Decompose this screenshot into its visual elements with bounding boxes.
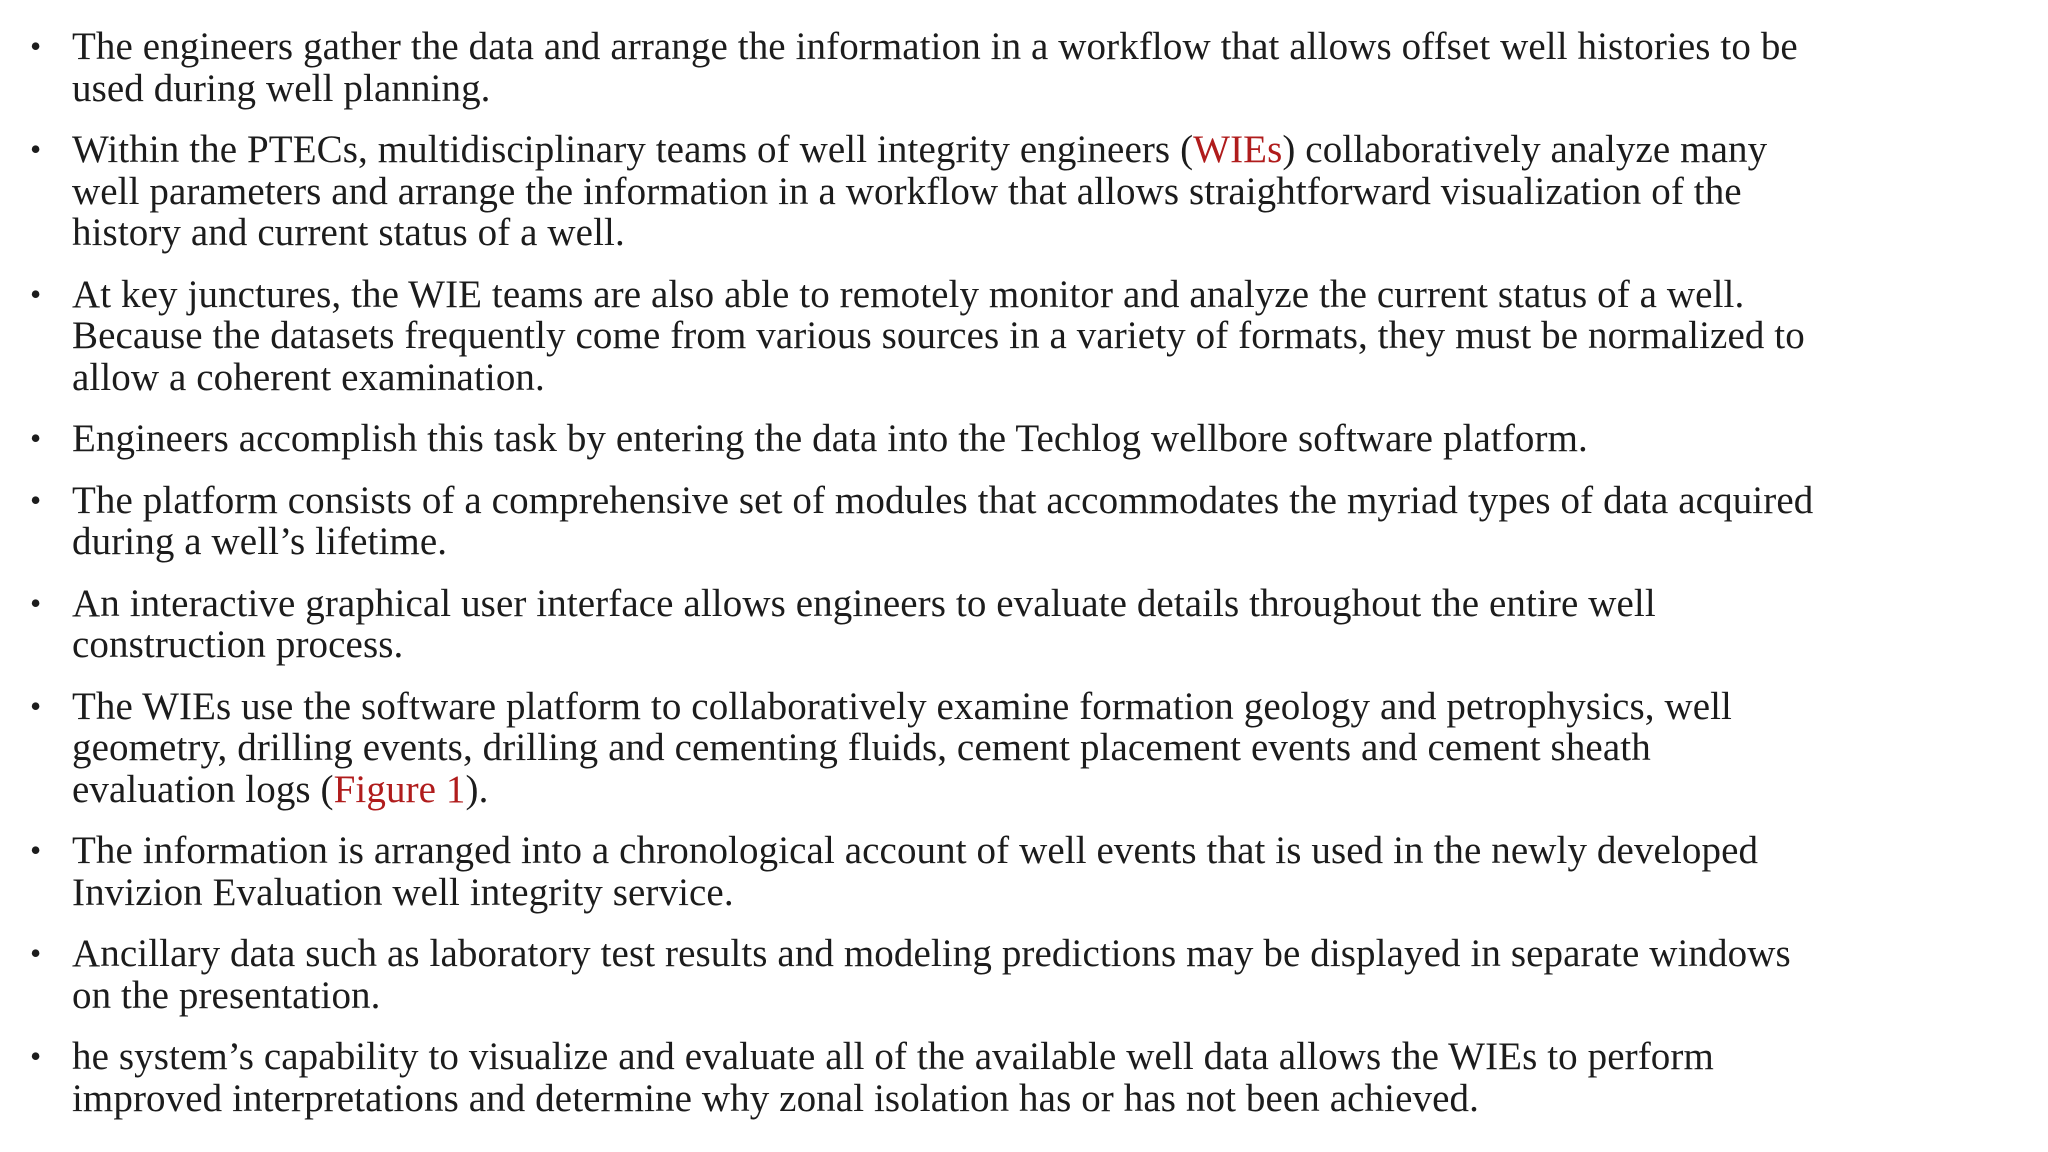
- bullet-dot: •: [30, 935, 42, 971]
- bullet-line: improved interpretations and determine why zonal isolation has or has not been achieved.: [72, 1076, 1479, 1120]
- bullet-item: [30, 418, 2040, 460]
- bullet-line: geometry, drilling events, drilling and cementing fluids, cement placement events and cement sheath: [72, 726, 1651, 769]
- bullet-line: he system’s capability to visualize and evaluate all of the available well data allows the WIEs to perform: [72, 1035, 1714, 1078]
- bullet-item: [30, 26, 2040, 109]
- text-segment: Within the PTECs, multidisciplinary teams of well integrity engineers (: [72, 128, 1194, 171]
- bullet-line: Ancillary data such as laboratory test results and modeling predictions may be displayed in separate windows: [72, 932, 1791, 975]
- bullet-dot: •: [30, 481, 42, 518]
- bullet-line: At key junctures, the WIE teams are also able to remotely monitor and analyze the current status of a well.: [72, 272, 1745, 316]
- figure-1-link[interactable]: Figure 1: [333, 767, 466, 811]
- bullet-item: [30, 129, 2040, 254]
- bullet-item: [30, 830, 2040, 913]
- bullet-line: allow a coherent examination.: [72, 355, 545, 399]
- bullet-dot: •: [30, 275, 42, 312]
- bullet-line: Engineers accomplish this task by entering the data into the Techlog wellbore software platform.: [72, 417, 1588, 460]
- bullet-line: on the presentation.: [72, 973, 381, 1017]
- bullet-dot: •: [30, 131, 42, 167]
- bullet-line: The engineers gather the data and arrange the information in a workflow that allows offset well histories to be: [72, 25, 1798, 68]
- bullet-line: The platform consists of a comprehensive set of modules that accommodates the myriad types of data acquired: [72, 478, 1814, 522]
- bullet-line: [72, 769, 2040, 811]
- bullet-item: [30, 583, 2040, 666]
- bullet-line: The WIEs use the software platform to collaboratively examine formation geology and petrophysics, well: [72, 684, 1732, 728]
- bullet-item: [30, 933, 2040, 1016]
- bullet-line: [72, 129, 2040, 171]
- bullet-item: [30, 686, 2040, 811]
- bullet-item: [30, 1036, 2040, 1119]
- bullet-dot: •: [30, 1038, 42, 1074]
- text-segment: evaluation logs (: [72, 767, 334, 811]
- bullet-dot: •: [30, 420, 42, 456]
- bullet-line: An interactive graphical user interface allows engineers to evaluate details throughout the entire well: [72, 581, 1656, 625]
- bullet-line: used during well planning.: [72, 66, 491, 110]
- text-segment: ).: [465, 767, 489, 811]
- bullet-dot: •: [30, 28, 42, 64]
- bullet-list: [30, 26, 2040, 1139]
- bullet-dot: •: [30, 584, 42, 621]
- bullet-dot: •: [30, 832, 42, 868]
- bullet-line: during a well’s lifetime.: [72, 520, 448, 563]
- bullet-item: [30, 274, 2040, 399]
- bullet-line: Invizion Evaluation well integrity service.: [72, 870, 734, 914]
- bullet-dot: •: [30, 687, 42, 724]
- bullet-line: construction process.: [72, 623, 404, 666]
- bullet-line: The information is arranged into a chronological account of well events that is used in the newly developed: [72, 829, 1759, 872]
- bullet-line: history and current status of a well.: [72, 211, 625, 254]
- bullet-line: Because the datasets frequently come from various sources in a variety of formats, they must be normalized to: [72, 314, 1805, 357]
- text-segment: ) collaboratively analyze many: [1282, 128, 1768, 171]
- wies-link[interactable]: WIEs: [1193, 128, 1283, 171]
- bullet-line: well parameters and arrange the information in a workflow that allows straightforward visualization of the: [72, 169, 1742, 213]
- bullet-item: [30, 480, 2040, 563]
